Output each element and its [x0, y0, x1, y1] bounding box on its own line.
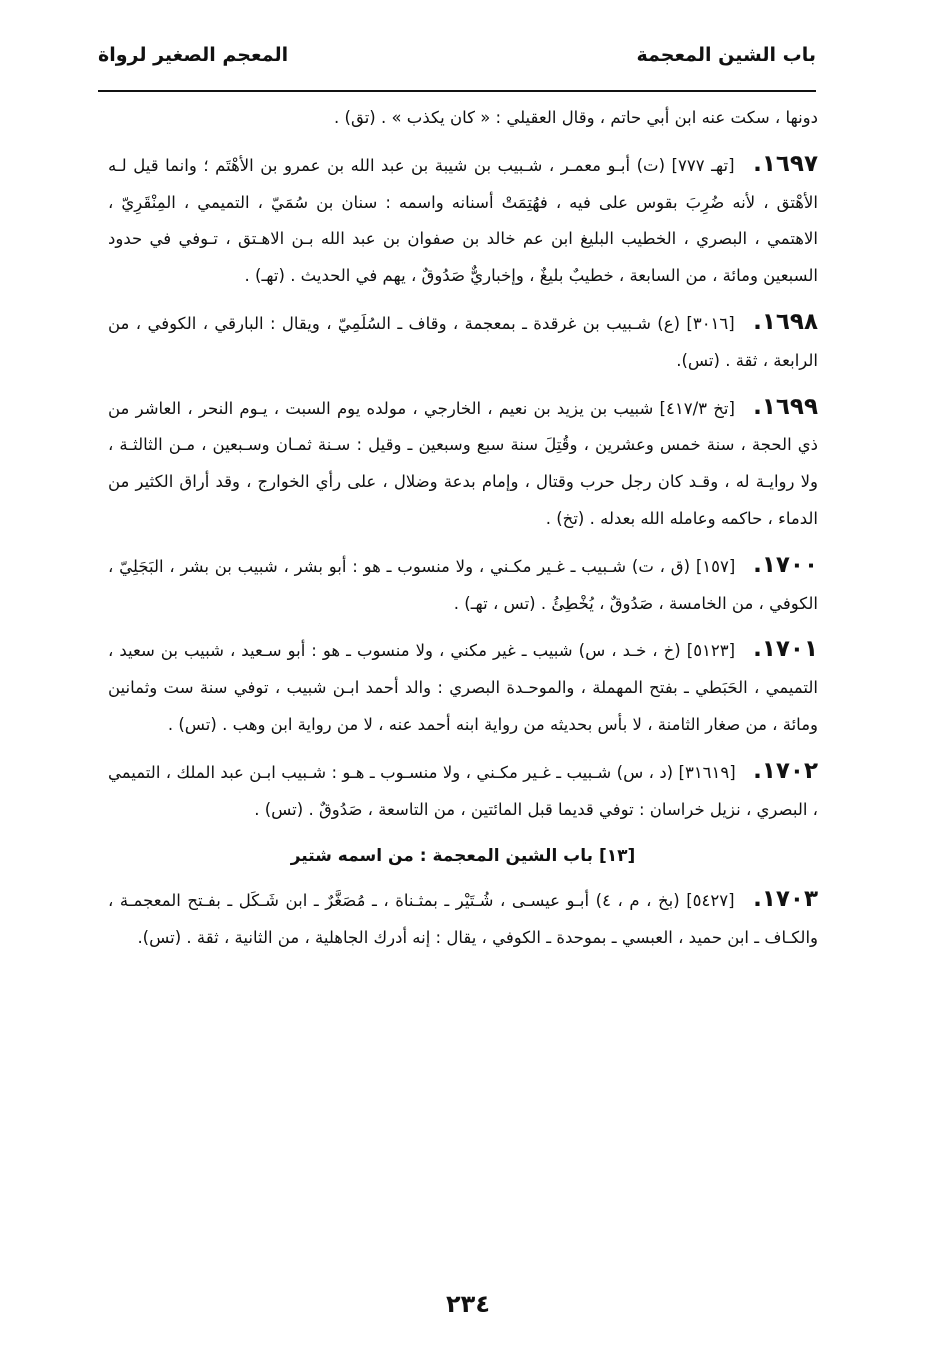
book-title: المعجم الصغير لرواة [98, 44, 289, 66]
entry-1697 [108, 146, 818, 295]
entry-1701 [108, 631, 818, 743]
continuation-paragraph: دونها ، سكت عنه ابن أبي حاتم ، وقال العقيلي : « كان يكذب » . (تق) . [334, 108, 818, 127]
entry-text: [٥١٢٣] (خ ، خـد ، س) شبيب ـ غير مكني ، ولا منسوب ـ هو : أبو سـعيد ، شبيب بن سعيد ، التميمي ، الحَبَطي ـ بفتح المهملة ، والموحـدة البصري : والد أحمد ابـن شبيب ، توفي سنة ست وثمانين ومائة ، من صغار الثامنة ، لا بأس بحديثه من رواية ابنه أحمد عنه ، لا من رواية ابن وهب . (تس) . [108, 641, 818, 734]
entry-text: [تهـ ٧٧٧] (ت) أبـو معمـر ، شـبيب بن شيبة بن عبد الله بن عمرو بن الأهْتَم ؛ وانما قيل لـه الأهْتق ، لأنه ضُرِبَ بقوس على فيه ، فهُتِمَتْ أسنانه واسمه : سنان بن سُمَيّ ، التميمي ، المِنْقَرِيّ ، الاهتمي ، البصري ، الخطيب البليغ ابن عم خالد بن صفوان بن عبد الله بـن الاهـتق ، تـوفي في حدود السبعين ومائة ، من السابعة ، خطيبٌ بليغٌ ، وإخباريٌّ صَدُوقٌ ، يهم في الحديث . (تهـ) . [108, 155, 818, 286]
entry-text: [٣١٦١٩] (د ، س) شـبيب ـ غـير مكـني ، ولا منسـوب ـ هـو : شـبيب ابـن عبد الملك ، التميمي ، البصري ، نزيل خراسان : توفي قديما قبل المائتين ، من التاسعة ، صَدُوقٌ . (تس) . [108, 762, 818, 819]
entry-text: [١٥٧] (ق ، ت) شـبيب ـ غـير مكـني ، ولا منسوب ـ هو : أبو بشر ، شبيب بن بشر ، البَجَلِيّ ، الكوفي ، من الخامسة ، صَدُوقٌ ، يُخْطِئُ . (تس ، تهـ) . [108, 556, 818, 613]
entry-number: ١٦٩٩. [753, 393, 819, 420]
entry-text: [٥٤٢٧] (بخ ، م ، ٤) أبـو عيسـى ، شُـتَيْر ـ بمثـناة ، ـ مُصَغَّرٌ ـ ابن شَـكَل ـ بفـتح المعجمـة ، والكـاف ـ ابن حميد ، العبسي ـ بموحدة ـ الكوفي ، يقال : إنه أدرك الجاهلية ، من الثانية ، ثقة . (تس). [108, 891, 818, 947]
page-body [108, 100, 818, 957]
chapter-title: باب الشين المعجمة [636, 44, 816, 66]
entry-number: ١٧٠١. [753, 636, 819, 663]
entry-number: ١٧٠٣. [753, 886, 818, 913]
entry-number: ١٧٠٢. [753, 757, 818, 784]
entry-1699 [108, 389, 818, 538]
page-header [98, 36, 816, 88]
entry-1702 [108, 753, 818, 829]
section-heading: [١٣] باب الشين المعجمة : من اسمه شتير [290, 846, 636, 867]
header-divider [98, 90, 816, 92]
entry-number: ١٦٩٨. [753, 308, 818, 335]
entry-text: [٣٠١٦] (ع) شـبيب بن غرقدة ـ بمعجمة ، وقاف ـ السُلَمِيّ ، ويقال : البارقي ، الكوفي ، من الرابعة ، ثقة . (تس). [108, 313, 818, 370]
entry-1703 [108, 881, 818, 957]
entry-number: ١٧٠٠. [753, 551, 819, 578]
entry-1700 [108, 547, 818, 623]
page-number: ٢٣٤ [446, 1290, 490, 1318]
entry-text: [تخ ٤١٧/٣] شبيب بن يزيد بن نعيم ، الخارجي ، مولده يوم السبت ، يـوم النحر ، العاشر من ذي الحجة ، سنة خمس وعشرين ، وقُتِلَ سنة سبع وسبعين ـ وقيل : سـنة ثمـان وسـبعين ، مـن الثالثـة ، ولا روايـة له ، وقـد كان رجل حرب وقتال ، وإمام بدعة وضلال ، على رأي الخوارج ، وقد أراق الكثير من الدماء ، حاكمه وعامله الله بعدله . (تخ) . [108, 398, 818, 528]
entry-1698 [108, 304, 818, 380]
entry-number: ١٦٩٧. [753, 150, 818, 177]
